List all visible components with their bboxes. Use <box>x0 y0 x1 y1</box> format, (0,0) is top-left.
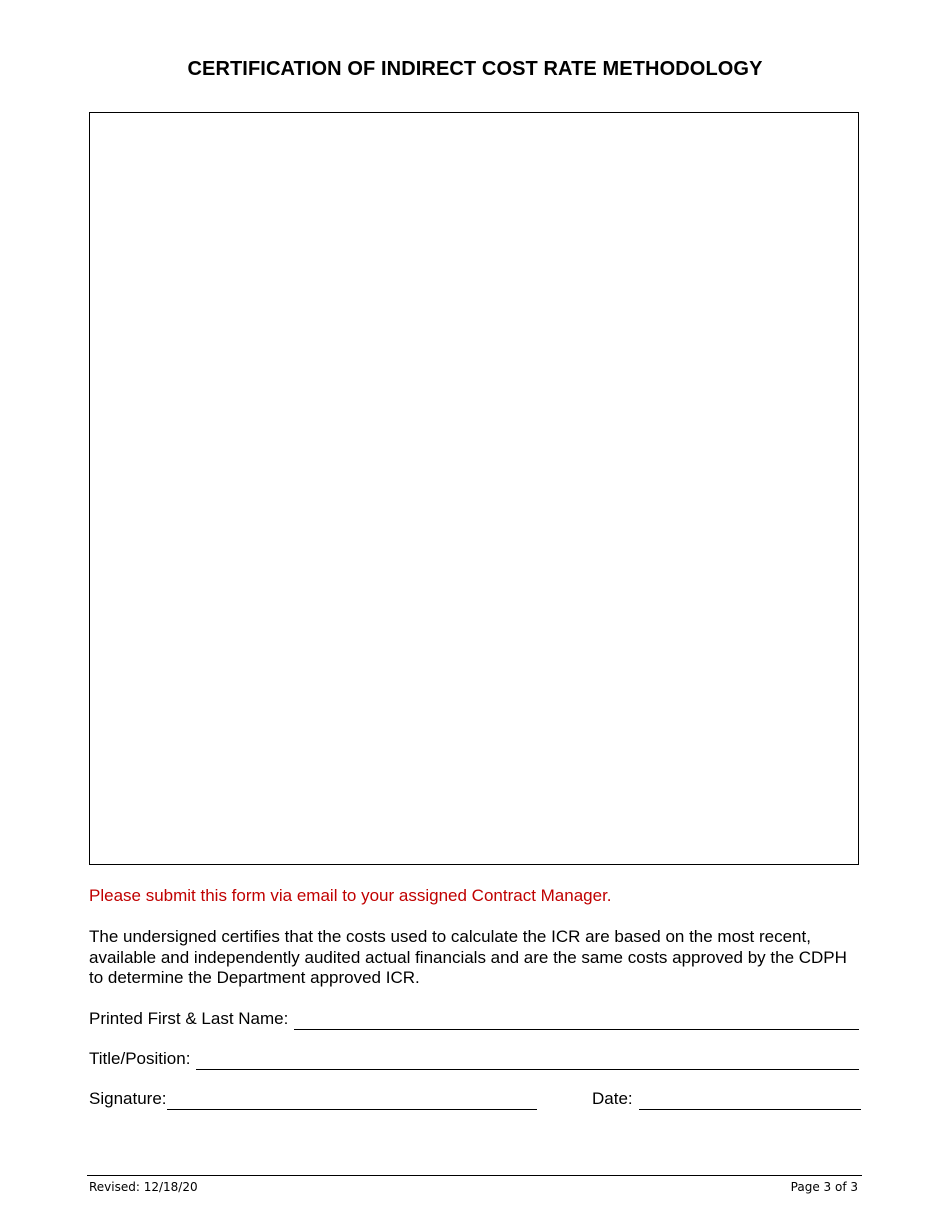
signature-input[interactable] <box>167 1090 538 1110</box>
signature-label: Signature: <box>89 1089 167 1108</box>
submission-notice: Please submit this form via email to your assigned Contract Manager. <box>89 886 612 905</box>
printed-name-input[interactable] <box>294 1010 859 1030</box>
title-position-row <box>89 1048 859 1070</box>
footer-divider <box>87 1175 862 1176</box>
certification-statement: The undersigned certifies that the costs used to calculate the ICR are based on the most recent, available and independently audited actual financials and are the same costs approved by the CDPH to determine the Department approved ICR. <box>89 927 847 987</box>
printed-name-row <box>89 1008 859 1030</box>
document-title: CERTIFICATION OF INDIRECT COST RATE METHODOLOGY <box>187 58 763 80</box>
signature-row <box>89 1088 537 1110</box>
footer-revised-date: Revised: 12/18/20 <box>89 1180 198 1194</box>
footer-page-number: Page 3 of 3 <box>790 1180 858 1194</box>
printed-name-label: Printed First & Last Name: <box>89 1009 289 1028</box>
title-position-input[interactable] <box>196 1050 859 1070</box>
title-position-label: Title/Position: <box>89 1049 191 1068</box>
date-row <box>592 1088 861 1110</box>
date-label: Date: <box>592 1089 633 1108</box>
date-input[interactable] <box>639 1090 861 1110</box>
methodology-text-area[interactable] <box>89 112 859 865</box>
